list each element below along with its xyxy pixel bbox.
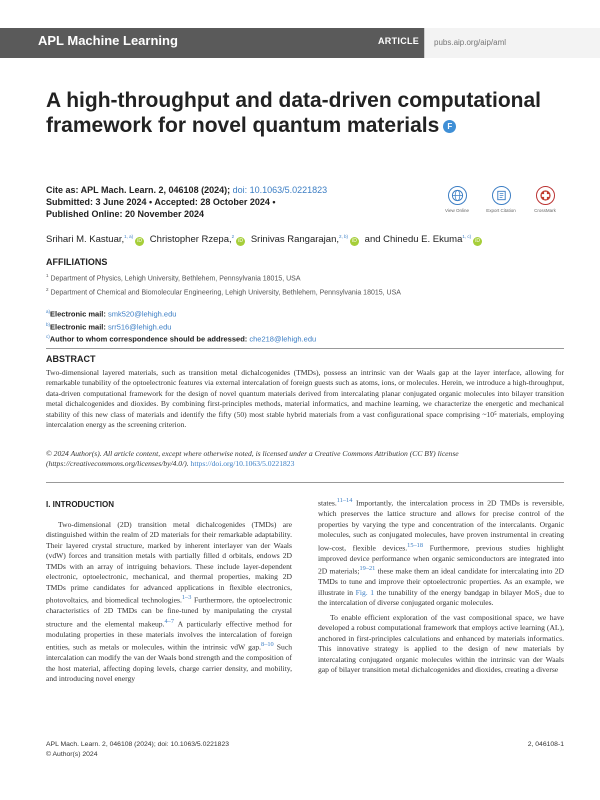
globe-icon xyxy=(448,186,467,205)
orcid-icon[interactable]: iD xyxy=(473,237,482,246)
affiliation-text: Department of Physics, Lehigh University, Bethlehem, Pennsylvania 18015, USA xyxy=(50,275,301,283)
note-line xyxy=(46,307,316,320)
note-label: Author to whom correspondence should be addressed: xyxy=(49,334,250,344)
author-name[interactable]: and Chinedu E. Ekuma xyxy=(364,234,463,246)
note-sup: c) xyxy=(46,334,50,339)
article-type-label: ARTICLE xyxy=(378,36,420,46)
body-text: these make them an ideal candidate for intercalating into 2D TMDs to tune and improve their optoelectronic properties. As an example, we illustrate in xyxy=(318,566,564,597)
abstract-text: Two-dimensional layered materials, such as transition metal dichalcogenides (TMDs), possess an intrinsic van der Waals gap at the layer interface, allowing for remarkable tunability of the optoelectronic features via external intercalation of foreign guests such as atoms, ions, or molecules. Herein, we introduce a high-throughput, data-driven computational framework for the design of novel quantum materials derived from intercalating planar conjugated organic molecules into bilayer transition metal dichalcogenides and dioxides. By combining first-principles methods, material informatics, and machine learning, we characterize the energetic and mechanical stability of this new class of materials and identify the fifty (50) most stable hybrid materials from a vast configurational space comprising ~10⁵ materials, employing intercalation energy as the screening criterion. xyxy=(46,368,564,430)
reference-link[interactable]: 1–3 xyxy=(181,594,192,601)
section-heading: I. INTRODUCTION xyxy=(46,500,114,509)
featured-badge-icon[interactable]: F xyxy=(443,120,456,133)
paper-title-text: A high-throughput and data-driven computational framework for novel quantum materials xyxy=(46,89,542,137)
export-citation-label: Export Citation xyxy=(486,208,516,213)
note-label: Electronic mail: xyxy=(50,322,108,331)
license-doi-link[interactable]: https://doi.org/10.1063/5.0221823 xyxy=(190,459,295,469)
affiliation-sup: 1 xyxy=(46,273,49,278)
email-link[interactable]: che218@lehigh.edu xyxy=(249,334,317,344)
journal-url-link[interactable]: pubs.aip.org/aip/aml xyxy=(434,38,507,47)
journal-header xyxy=(0,0,600,66)
published-date: Published Online: 20 November 2024 xyxy=(46,209,205,219)
body-text: Two-dimensional (2D) transition metal dichalcogenides (TMDs) are distinguished within the realm of 2D materials for their remarkable adaptability. Their layered crystal structure, marked by inherent interlayer van der Waals (vdW) forces and transition metals with partially filled d orbitals, endows 2D TMDs with an array of intriguing behaviors. These include layer-dependent electronic, optoelectronic, mechanical, and thermal properties, making 2D TMDs prime candidates for advanced applications in flexible electronics, photovoltaics, and biomedical technologies. xyxy=(46,519,292,605)
email-link[interactable]: smk520@lehigh.edu xyxy=(107,309,177,319)
body-paragraph xyxy=(318,496,564,609)
note-line xyxy=(46,332,316,345)
reference-link[interactable]: 15–18 xyxy=(407,541,423,549)
body-paragraph xyxy=(46,520,292,685)
affiliation-text: Department of Chemical and Biomolecular Engineering, Lehigh University, Bethlehem, Pennsylvania 18015, USA xyxy=(50,289,401,297)
body-right-column xyxy=(318,496,564,678)
body-paragraph: To enable efficient exploration of the vast compositional space, we have developed a robust computational framework that employs active learning (AL), anchored in first-principles calculations and enhanced by materials informatics. This innovative strategy is applied to the design of new materials by intercalating conjugated organic molecules within the intrinsic van der Waals gap of bilayer transition metal dichalcogenides and dioxides, creating a diverse xyxy=(318,612,564,675)
note-label: Electronic mail: xyxy=(50,309,108,319)
cite-as-label: Cite as: APL Mach. Learn. 2, 046108 (2024); xyxy=(46,185,233,195)
view-online-label: View Online xyxy=(445,208,469,213)
crossmark-button[interactable] xyxy=(525,186,565,213)
page-footer xyxy=(46,740,564,760)
author-name[interactable]: Srihari M. Kastuar, xyxy=(46,234,125,246)
author-affiliation-sup: 2 xyxy=(231,234,235,239)
author-affiliation-sup: 2, b) xyxy=(339,234,349,239)
export-citation-button[interactable] xyxy=(481,186,521,213)
crossmark-label: CrossMark xyxy=(534,208,556,213)
license-text: © 2024 Author(s). All article content, except where otherwise noted, is licensed under a Creative Commons Attribution (CC BY) license (https://creativecommons.org/licenses/by/4.0/). xyxy=(46,449,459,469)
affiliation-sup: 2 xyxy=(46,287,49,292)
reference-link[interactable]: 19–21 xyxy=(359,565,376,573)
divider xyxy=(46,348,564,349)
submitted-dates: Submitted: 3 June 2024 • Accepted: 28 October 2024 • xyxy=(46,197,276,207)
reference-link[interactable]: 4–7 xyxy=(164,617,174,625)
note-sup: a) xyxy=(46,309,51,314)
body-left-column xyxy=(46,500,292,687)
license-statement xyxy=(46,449,564,470)
body-text: A particularly effective method for modulating properties in these materials involves the intercalation of foreign entities, such as metals or molecules, within the intrinsic vdW gap. xyxy=(46,619,292,652)
body-text: Importantly, the intercalation process in 2D TMDs is reversible, which preserves the lattice structure and allows for precise control of the properties by varying the type and concentration of the intercalants. Organic molecules, such as conjugated molecules, have proven instrumental in creating low-cost, flexible devices. xyxy=(318,498,564,553)
crossmark-icon xyxy=(536,186,555,205)
body-text: Furthermore, the optoelectronic characteristics of 2D TMDs can be fine-tuned by manipulating the crystal structure and the elemental makeup. xyxy=(46,595,292,629)
author-affiliation-sup: 1, c) xyxy=(462,234,472,239)
note-line xyxy=(46,320,316,333)
note-sup: b) xyxy=(46,321,51,327)
divider xyxy=(46,482,564,483)
abstract-heading: ABSTRACT xyxy=(46,354,96,364)
body-text: Furthermore, previous studies highlight improved device performance when organic semiconductors are integrated into 2D materials; xyxy=(318,543,564,576)
affiliation-item xyxy=(46,287,401,296)
page-number: 2, 046108-1 xyxy=(527,741,564,748)
export-citation-icon xyxy=(492,186,511,205)
author-list xyxy=(46,234,566,246)
author-name[interactable]: Christopher Rzepa, xyxy=(149,234,232,246)
author-name[interactable]: Srinivas Rangarajan, xyxy=(250,234,339,246)
correspondence-notes xyxy=(46,307,316,345)
journal-name[interactable]: APL Machine Learning xyxy=(38,33,178,48)
affiliations-heading: AFFILIATIONS xyxy=(46,257,108,267)
orcid-icon[interactable]: iD xyxy=(135,237,144,246)
affiliation-item xyxy=(46,273,301,282)
author-affiliation-sup: 1, a) xyxy=(124,234,134,239)
body-text: Such intercalation can modify the van der Waals bond strength and the composition of the host material, affecting doping levels, charge carrier density, and mobility, and introducing novel energy xyxy=(46,642,292,684)
reference-link[interactable]: 11–14 xyxy=(336,497,353,504)
doi-link[interactable]: doi: 10.1063/5.0221823 xyxy=(232,185,328,195)
email-link[interactable]: srr516@lehigh.edu xyxy=(107,322,172,331)
body-text: the tunability of the energy bandgap in bilayer MoS₂ due to the intercalation of diverse conjugated organic molecules. xyxy=(318,587,565,608)
footer-copyright: © Author(s) 2024 xyxy=(46,751,98,758)
figure-link[interactable]: Fig. 1 xyxy=(355,587,375,597)
footer-citation: APL Mach. Learn. 2, 046108 (2024); doi: 10.1063/5.0221823 xyxy=(46,741,230,748)
orcid-icon[interactable]: iD xyxy=(236,237,245,246)
body-text: states. xyxy=(318,498,337,508)
citation-block xyxy=(46,184,327,220)
reference-link[interactable]: 8–10 xyxy=(261,641,274,649)
orcid-icon[interactable]: iD xyxy=(350,237,359,246)
view-online-button[interactable] xyxy=(437,186,477,213)
paper-title xyxy=(46,88,546,138)
